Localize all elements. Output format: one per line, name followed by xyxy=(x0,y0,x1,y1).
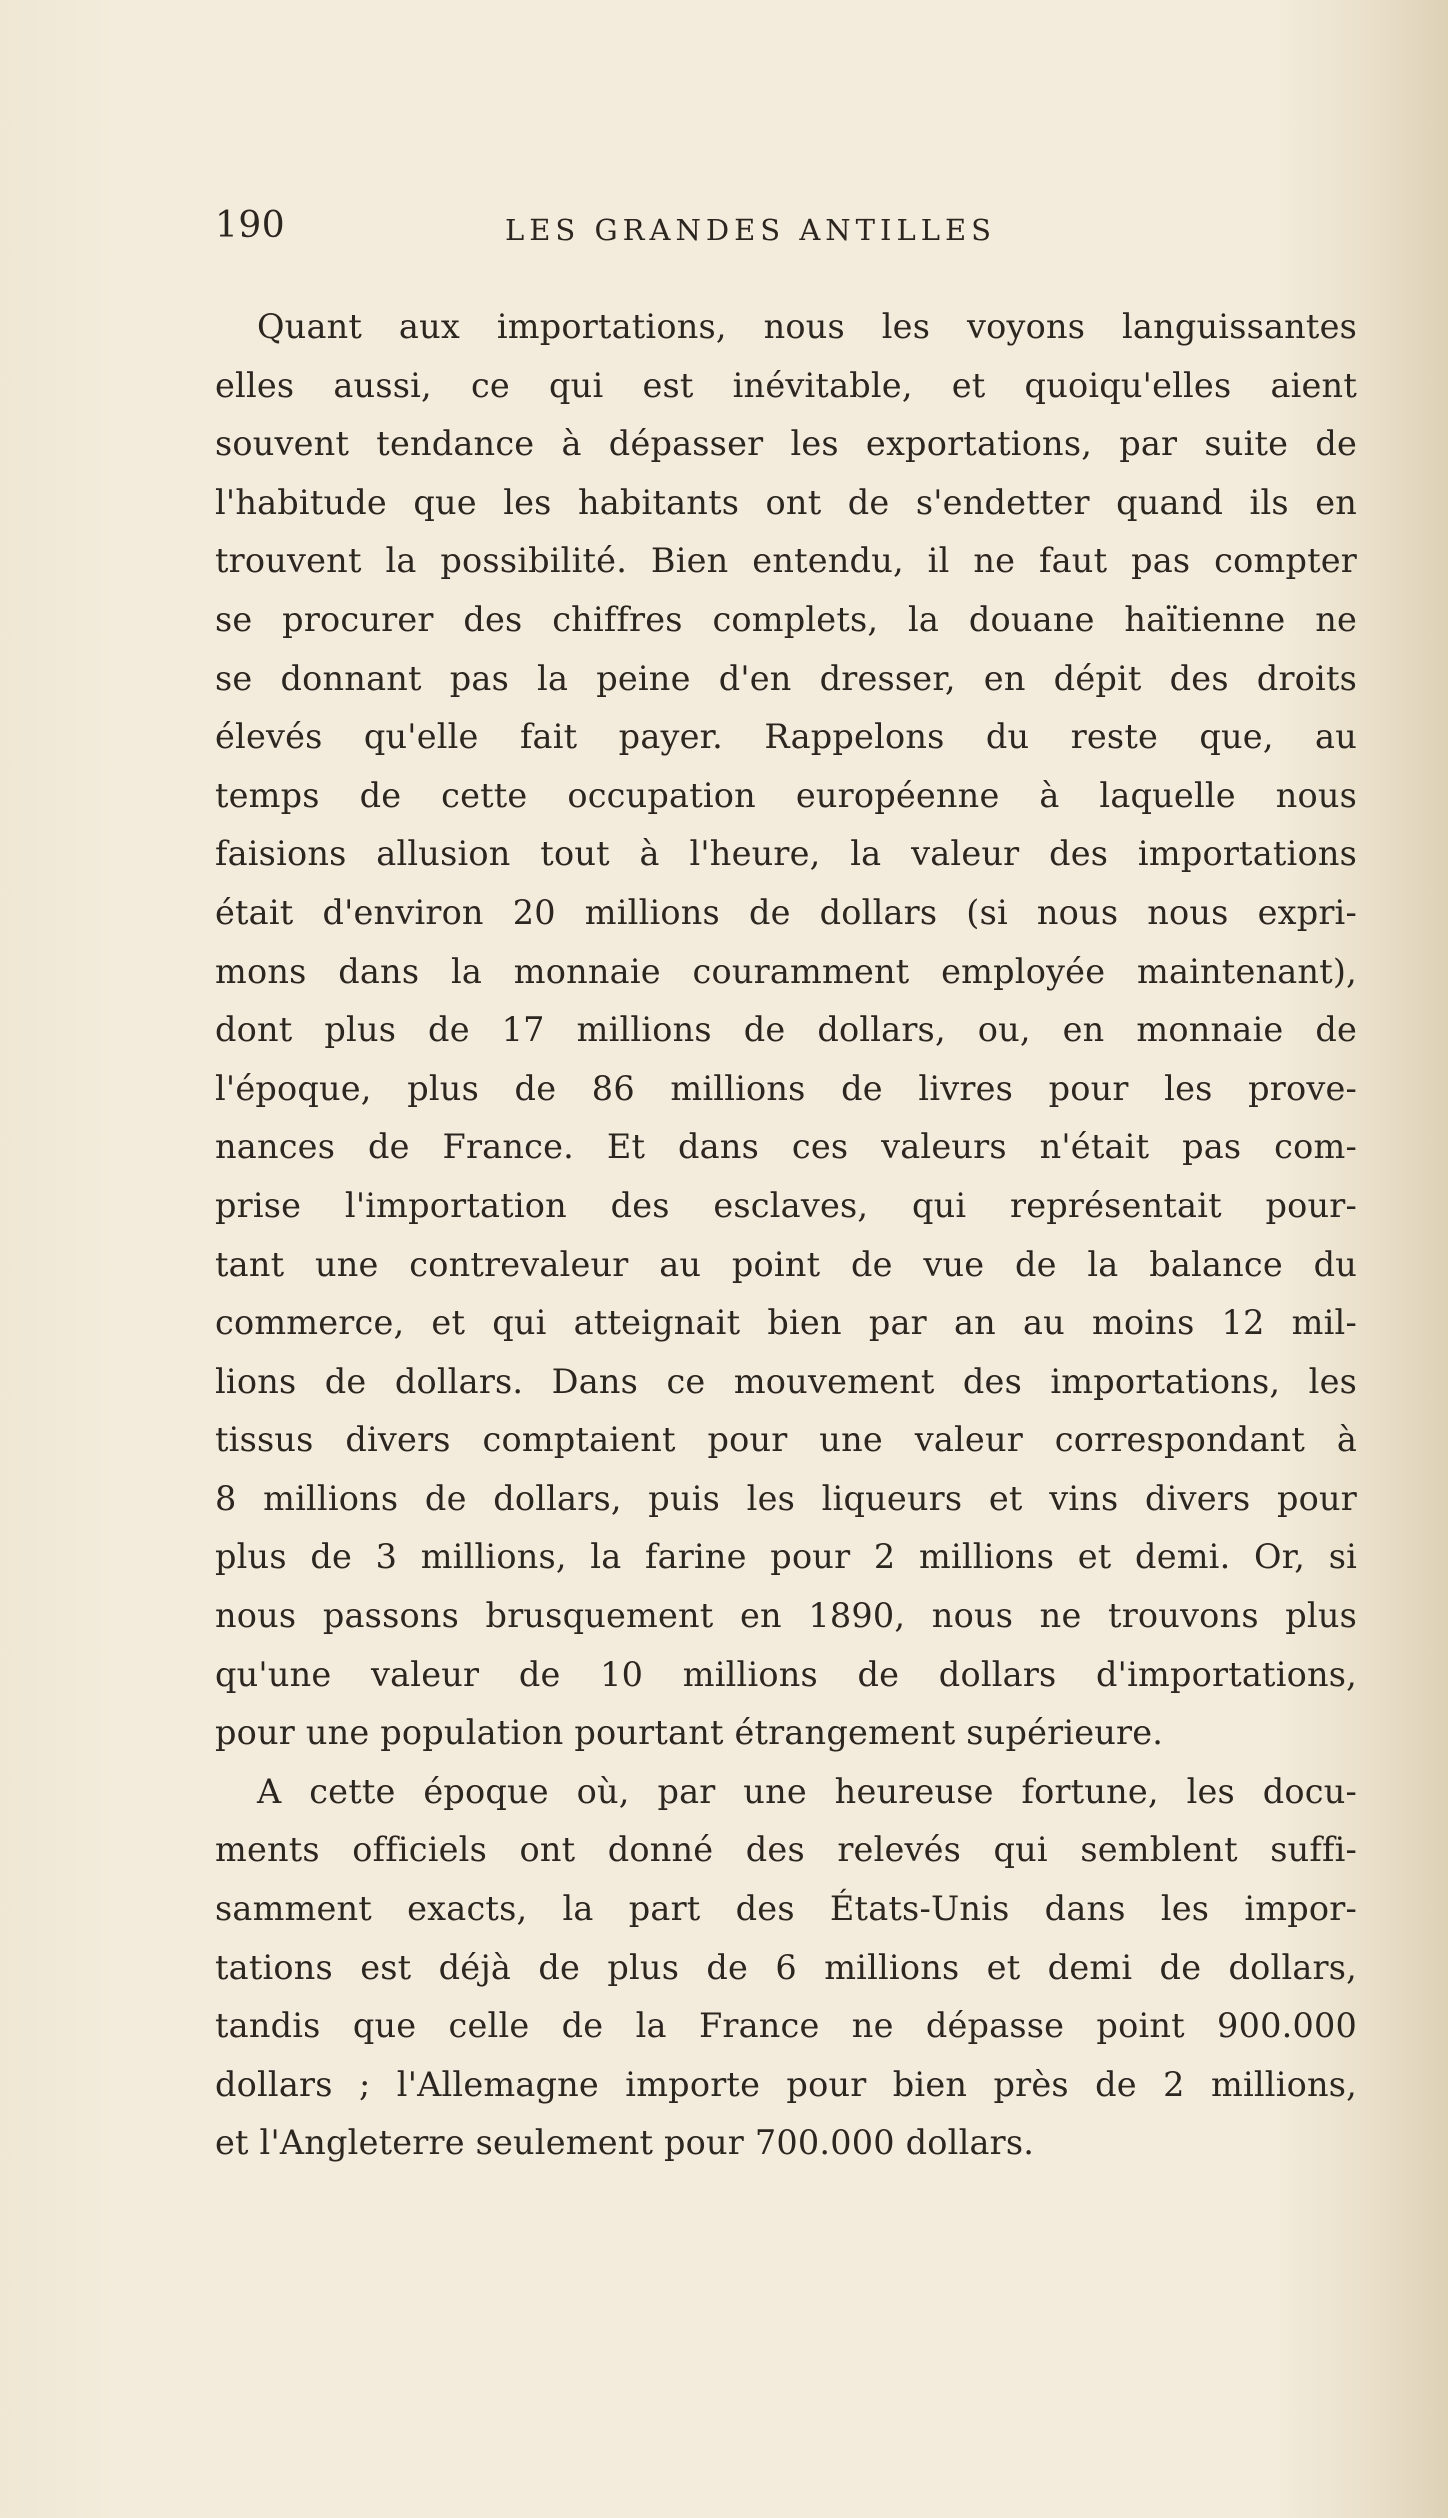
text-line: tant une contrevaleur au point de vue de la balance du xyxy=(215,1244,1357,1284)
page-header xyxy=(215,205,1355,255)
text-line: ments officiels ont donné des relevés qui semblent suffi- xyxy=(215,1830,1357,1870)
text-line: samment exacts, la part des États-Unis dans les impor- xyxy=(215,1889,1357,1929)
running-title: LES GRANDES ANTILLES xyxy=(505,213,997,247)
text-line: nances de France. Et dans ces valeurs n'était pas com- xyxy=(215,1127,1357,1167)
text-line: prise l'importation des esclaves, qui représentait pour- xyxy=(215,1185,1357,1225)
text-line: se donnant pas la peine d'en dresser, en dépit des droits xyxy=(215,658,1357,698)
text-line: mons dans la monnaie couramment employée maintenant), xyxy=(215,951,1357,991)
text-line: faisions allusion tout à l'heure, la valeur des importations xyxy=(215,834,1357,874)
text-line: trouvent la possibilité. Bien entendu, il ne faut pas compter xyxy=(215,541,1357,581)
text-line: élevés qu'elle fait payer. Rappelons du reste que, au xyxy=(215,717,1357,757)
text-line: temps de cette occupation européenne à laquelle nous xyxy=(215,775,1357,815)
text-line: nous passons brusquement en 1890, nous ne trouvons plus xyxy=(215,1596,1357,1636)
text-line: l'habitude que les habitants ont de s'endetter quand ils en xyxy=(215,482,1357,522)
text-line: A cette époque où, par une heureuse fortune, les docu- xyxy=(257,1771,1357,1811)
text-line: plus de 3 millions, la farine pour 2 millions et demi. Or, si xyxy=(215,1537,1357,1577)
text-line: était d'environ 20 millions de dollars (si nous nous expri- xyxy=(215,892,1357,932)
text-line: et l'Angleterre seulement pour 700.000 dollars. xyxy=(215,2123,1035,2163)
text-line: Quant aux importations, nous les voyons languissantes xyxy=(257,307,1357,346)
text-line: qu'une valeur de 10 millions de dollars d'importations, xyxy=(215,1654,1357,1694)
text-line: se procurer des chiffres complets, la douane haïtienne ne xyxy=(215,599,1357,639)
text-line: elles aussi, ce qui est inévitable, et quoiqu'elles aient xyxy=(215,365,1357,405)
text-line: souvent tendance à dépasser les exportations, par suite de xyxy=(215,424,1357,464)
text-line: dont plus de 17 millions de dollars, ou, en monnaie de xyxy=(215,1010,1357,1050)
text-line: 8 millions de dollars, puis les liqueurs et vins divers pour xyxy=(215,1478,1357,1518)
text-line: l'époque, plus de 86 millions de livres pour les prove- xyxy=(215,1068,1357,1108)
text-line: commerce, et qui atteignait bien par an au moins 12 mil- xyxy=(215,1303,1357,1343)
text-line: lions de dollars. Dans ce mouvement des importations, les xyxy=(215,1361,1357,1401)
text-line: tandis que celle de la France ne dépasse point 900.000 xyxy=(215,2006,1357,2046)
text-line: dollars ; l'Allemagne importe pour bien près de 2 millions, xyxy=(215,2064,1357,2104)
body-text xyxy=(215,298,1357,2173)
text-line: tissus divers comptaient pour une valeur correspondant à xyxy=(215,1420,1357,1460)
page-number: 190 xyxy=(215,205,286,246)
text-line: pour une population pourtant étrangement supérieure. xyxy=(215,1713,1164,1753)
text-line: tations est déjà de plus de 6 millions et demi de dollars, xyxy=(215,1947,1357,1987)
